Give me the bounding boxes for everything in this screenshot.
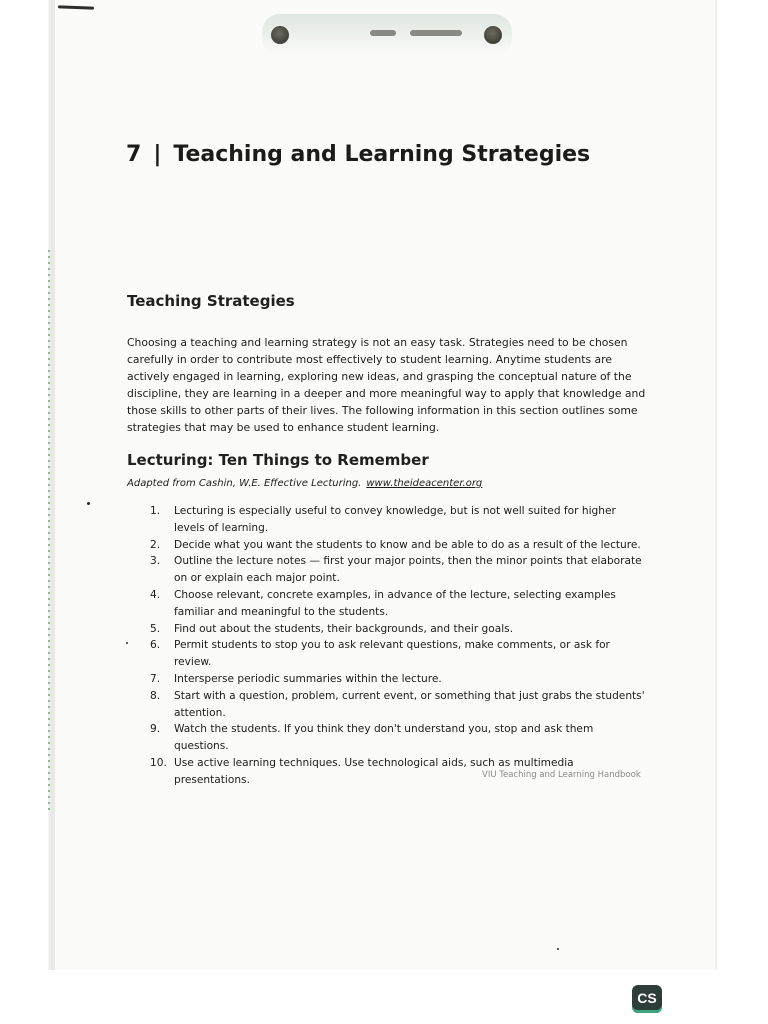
list-item-number: 4. <box>150 588 161 601</box>
list-item <box>150 671 648 688</box>
list-item-text: Use active learning techniques. Use technological aids, such as multimedia presentations. <box>174 756 574 786</box>
smudge-mark <box>410 30 462 36</box>
list-item-number: 9. <box>150 723 161 736</box>
list-item-text: Lecturing is especially useful to convey knowledge, but is not well suited for higher levels of learning. <box>174 505 616 534</box>
punch-hole-left <box>271 26 289 44</box>
list-item-text: Decide what you want the students to know and be able to do as a result of the lecture. <box>174 538 641 551</box>
camscanner-badge: CS <box>632 985 662 1013</box>
intro-paragraph: Choosing a teaching and learning strategy is not an easy task. Strategies need to be chosen carefully in order to contribute most effectively to student learning. Anytime students are actively engaged in learning, exploring new ideas, and grasping the conceptual nature of the discipline, they are learning in a deeper and more meaningful way to apply that knowledge and those skills to other parts of their lives. The following information in this section outlines some strategies that may be used to enhance student learning. <box>127 336 646 434</box>
punch-hole-right <box>484 26 502 44</box>
list-item-number: 1. <box>150 505 161 517</box>
chapter-title <box>126 142 590 167</box>
list-item-number: 2. <box>150 538 161 551</box>
list-item <box>150 553 648 587</box>
list-item <box>150 637 648 671</box>
list-item-text: Intersperse periodic summaries within the lecture. <box>174 672 442 685</box>
list-item-number: 10. <box>150 756 167 769</box>
attribution-line <box>127 478 482 489</box>
list-item-number: 6. <box>150 639 161 652</box>
chapter-separator: | <box>153 142 162 167</box>
speck-mark <box>126 642 128 644</box>
list-item <box>150 621 648 638</box>
list-item-number: 7. <box>150 672 161 685</box>
lecturing-tips-list <box>150 503 648 789</box>
binding-marks <box>48 250 50 810</box>
lecturing-heading: Lecturing: Ten Things to Remember <box>127 451 429 469</box>
attribution-link: www.theideacenter.org <box>366 478 483 489</box>
list-item-number: 8. <box>150 689 161 702</box>
list-item <box>150 503 648 537</box>
list-item-text: Find out about the students, their backgrounds, and their goals. <box>174 622 514 635</box>
smudge-mark <box>370 30 396 36</box>
list-item-number: 5. <box>150 622 161 635</box>
list-item-text: Outline the lecture notes — first your major points, then the minor points that elaborate on or explain each major point. <box>174 555 642 585</box>
list-item <box>150 688 648 722</box>
list-item <box>150 587 648 621</box>
speck-mark <box>87 502 90 505</box>
list-item-text: Choose relevant, concrete examples, in advance of the lecture, selecting examples familiar and meaningful to the students. <box>174 588 616 618</box>
list-item-text: Watch the students. If you think they don't understand you, stop and ask them questions. <box>174 723 594 753</box>
page-footer: VIU Teaching and Learning Handbook <box>482 770 641 780</box>
attribution-text: Adapted from Cashin, W.E. Effective Lecturing. <box>127 478 362 489</box>
section-heading: Teaching Strategies <box>127 292 295 310</box>
chapter-title-text: Teaching and Learning Strategies <box>173 142 591 167</box>
chapter-number: 7 <box>126 142 142 167</box>
list-item-text: Start with a question, problem, current event, or something that just grabs the students' attention. <box>174 689 645 719</box>
list-item-number: 3. <box>150 555 161 568</box>
list-item-text: Permit students to stop you to ask relevant questions, make comments, or ask for review. <box>174 639 610 669</box>
list-item <box>150 721 648 755</box>
speck-mark <box>557 948 559 950</box>
list-item <box>150 537 648 554</box>
